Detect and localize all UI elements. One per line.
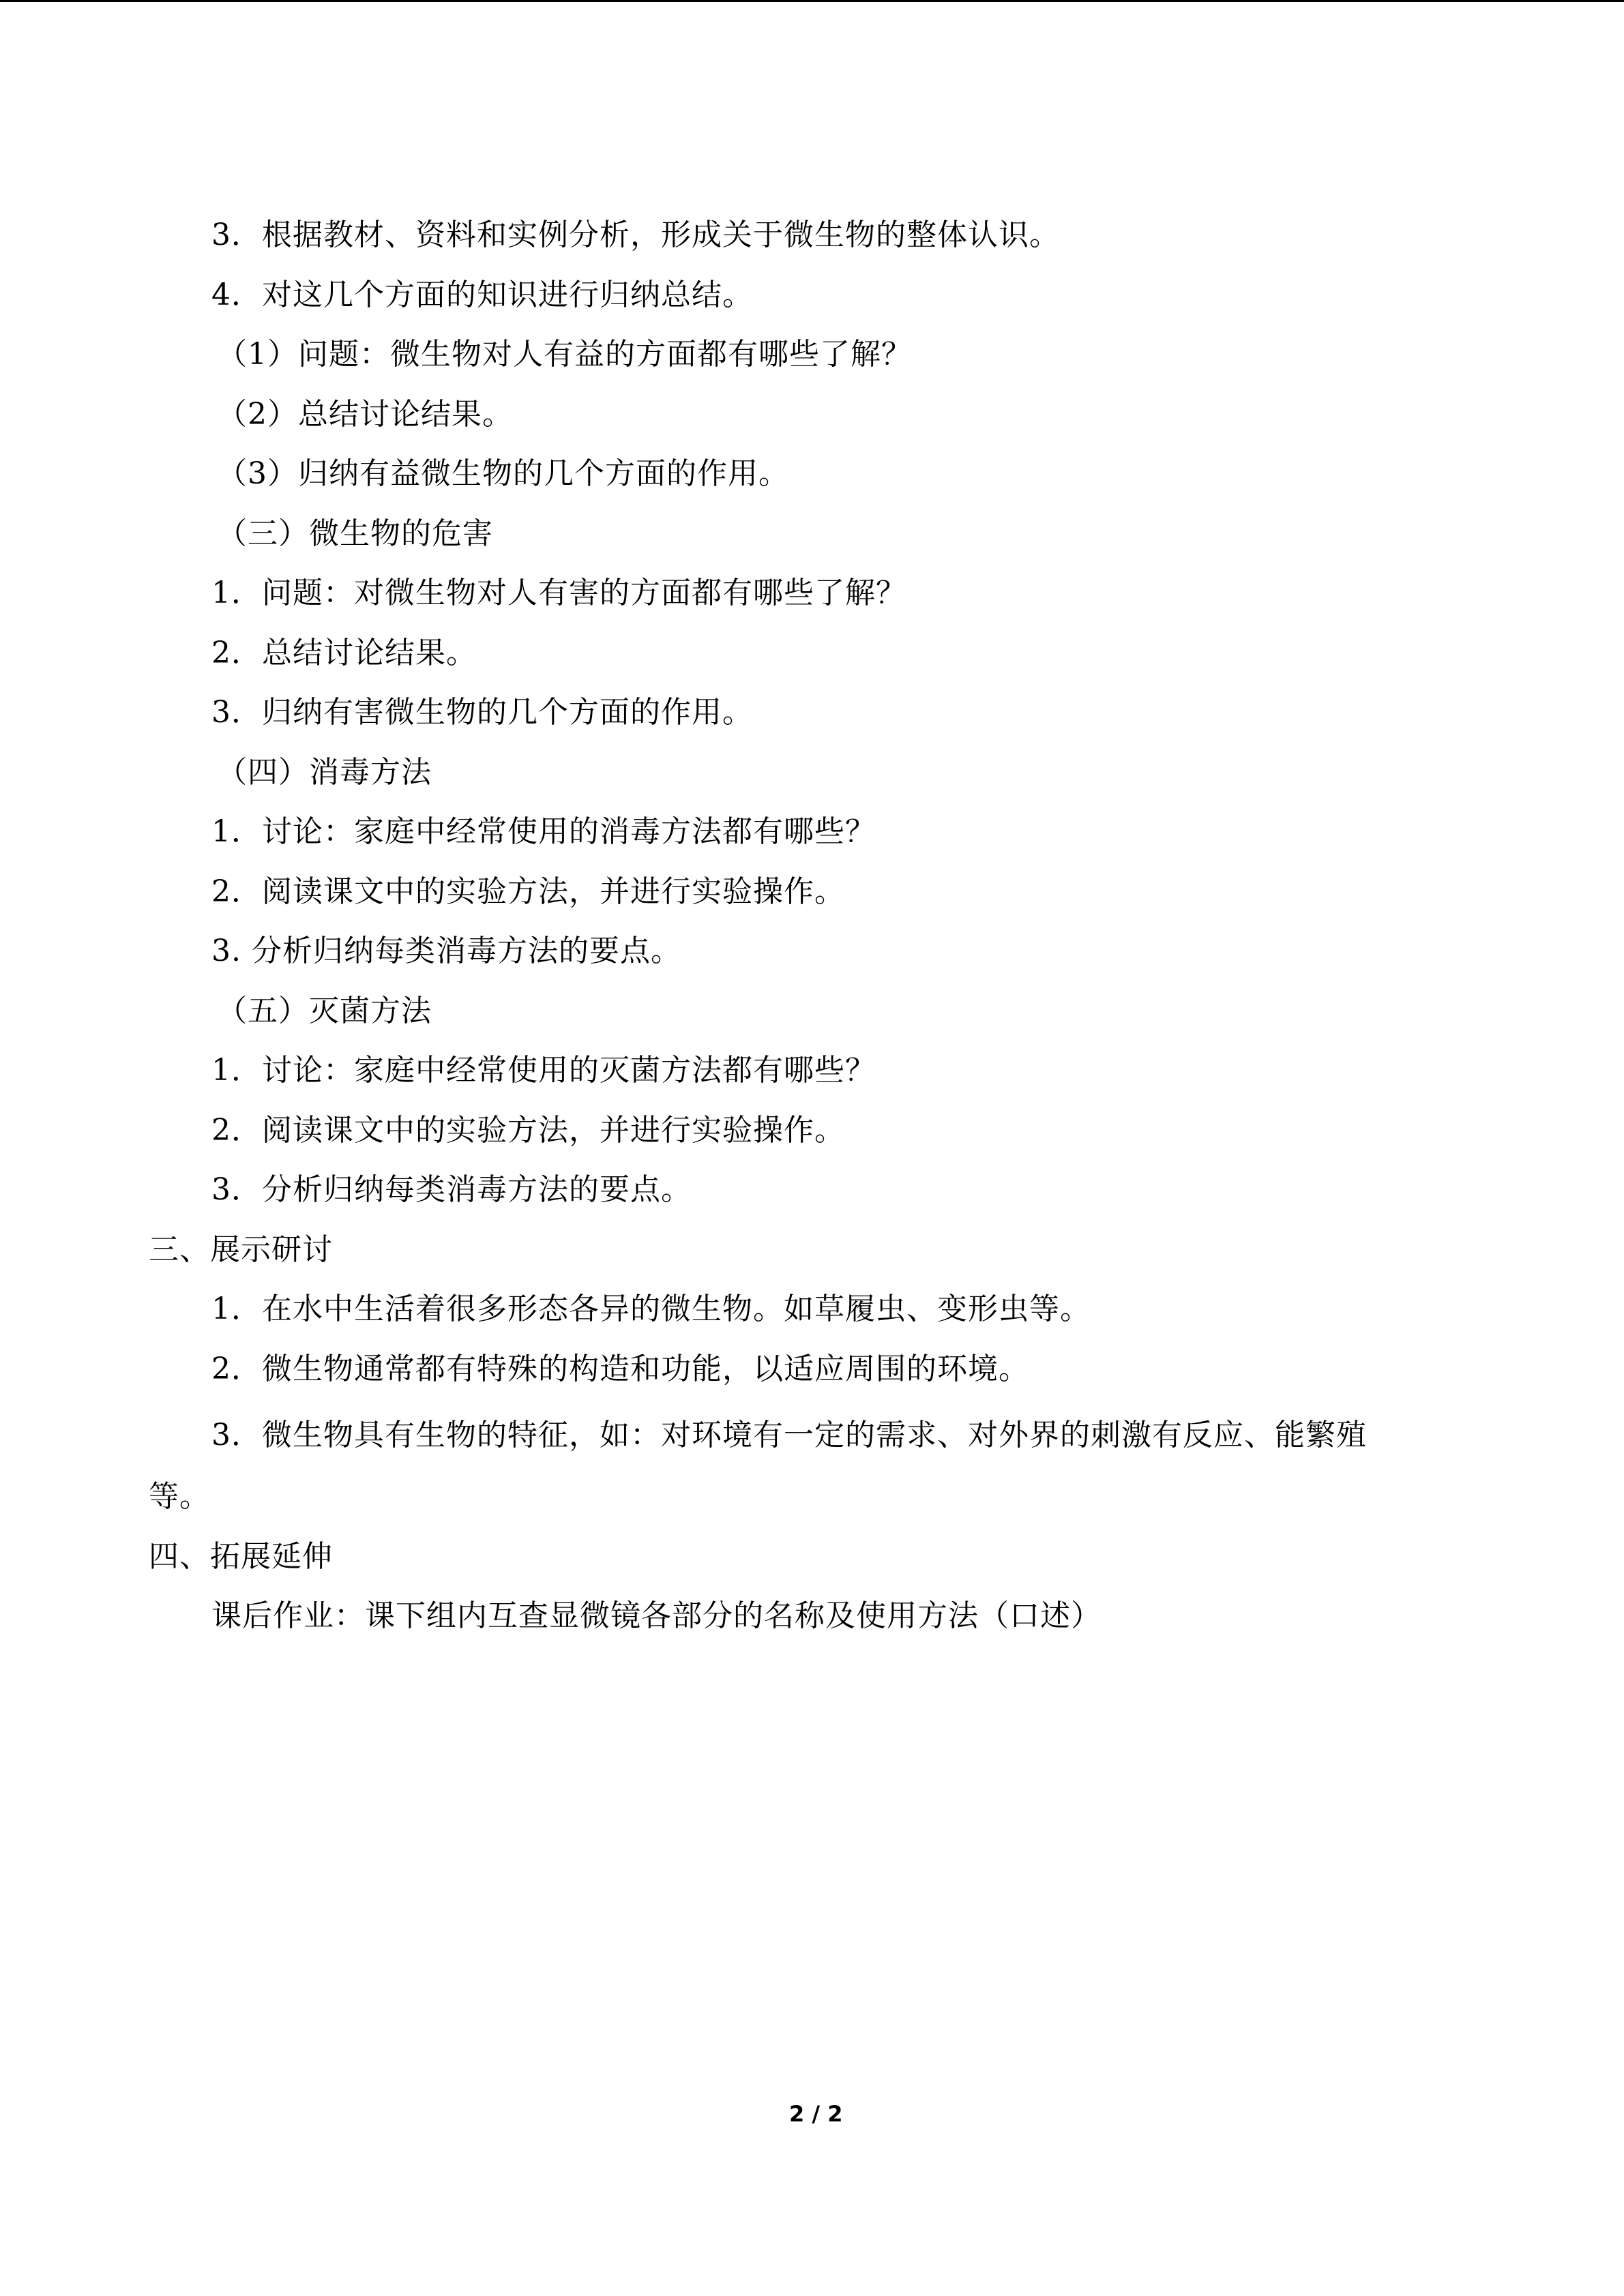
paragraph-line: 3．归纳有害微生物的几个方面的作用。 — [211, 695, 753, 730]
paragraph-line: （3）归纳有益微生物的几个方面的作用。 — [217, 456, 789, 491]
paragraph-line: （2）总结讨论结果。 — [217, 397, 513, 432]
paragraph-line: 3．根据教材、资料和实例分析，形成关于微生物的整体认识。 — [211, 218, 1060, 252]
paragraph-line-continuation: 等。 — [149, 1479, 210, 1514]
subsection-heading: （四）消毒方法 — [217, 755, 432, 790]
section-heading: 四、拓展延伸 — [149, 1539, 333, 1574]
paragraph-line: 3．分析归纳每类消毒方法的要点。 — [211, 1172, 692, 1207]
paragraph-line: 4．对这几个方面的知识进行归纳总结。 — [211, 278, 753, 312]
subsection-heading: （五）灭菌方法 — [217, 994, 432, 1028]
paragraph-line: 3．微生物具有生物的特征，如：对环境有一定的需求、对外界的刺激有反应、能繁殖 — [211, 1418, 1367, 1452]
subsection-heading: （三）微生物的危害 — [217, 516, 493, 551]
paragraph-line: 1．讨论：家庭中经常使用的消毒方法都有哪些？ — [211, 814, 876, 849]
top-border-line — [0, 0, 1624, 2]
paragraph-line: 2．阅读课文中的实验方法，并进行实验操作。 — [211, 874, 845, 909]
paragraph-line: （1）问题：微生物对人有益的方面都有哪些了解？ — [217, 337, 912, 372]
paragraph-line: 2．阅读课文中的实验方法，并进行实验操作。 — [211, 1113, 845, 1148]
paragraph-line: 1．讨论：家庭中经常使用的灭菌方法都有哪些？ — [211, 1053, 876, 1088]
section-heading: 三、展示研讨 — [149, 1232, 333, 1267]
paragraph-line: 3. 分析归纳每类消毒方法的要点。 — [211, 934, 681, 968]
paragraph-line: 1．问题：对微生物对人有害的方面都有哪些了解？ — [211, 576, 906, 610]
paragraph-line: 2．微生物通常都有特殊的构造和功能，以适应周围的环境。 — [211, 1352, 1029, 1386]
paragraph-line: 课后作业：课下组内互查显微镜各部分的名称及使用方法（口述） — [211, 1598, 1102, 1633]
paragraph-line: 2．总结讨论结果。 — [211, 636, 477, 670]
paragraph-line: 1．在水中生活着很多形态各异的微生物。如草履虫、变形虫等。 — [211, 1292, 1091, 1326]
page-number: 2 / 2 — [789, 2101, 843, 2127]
